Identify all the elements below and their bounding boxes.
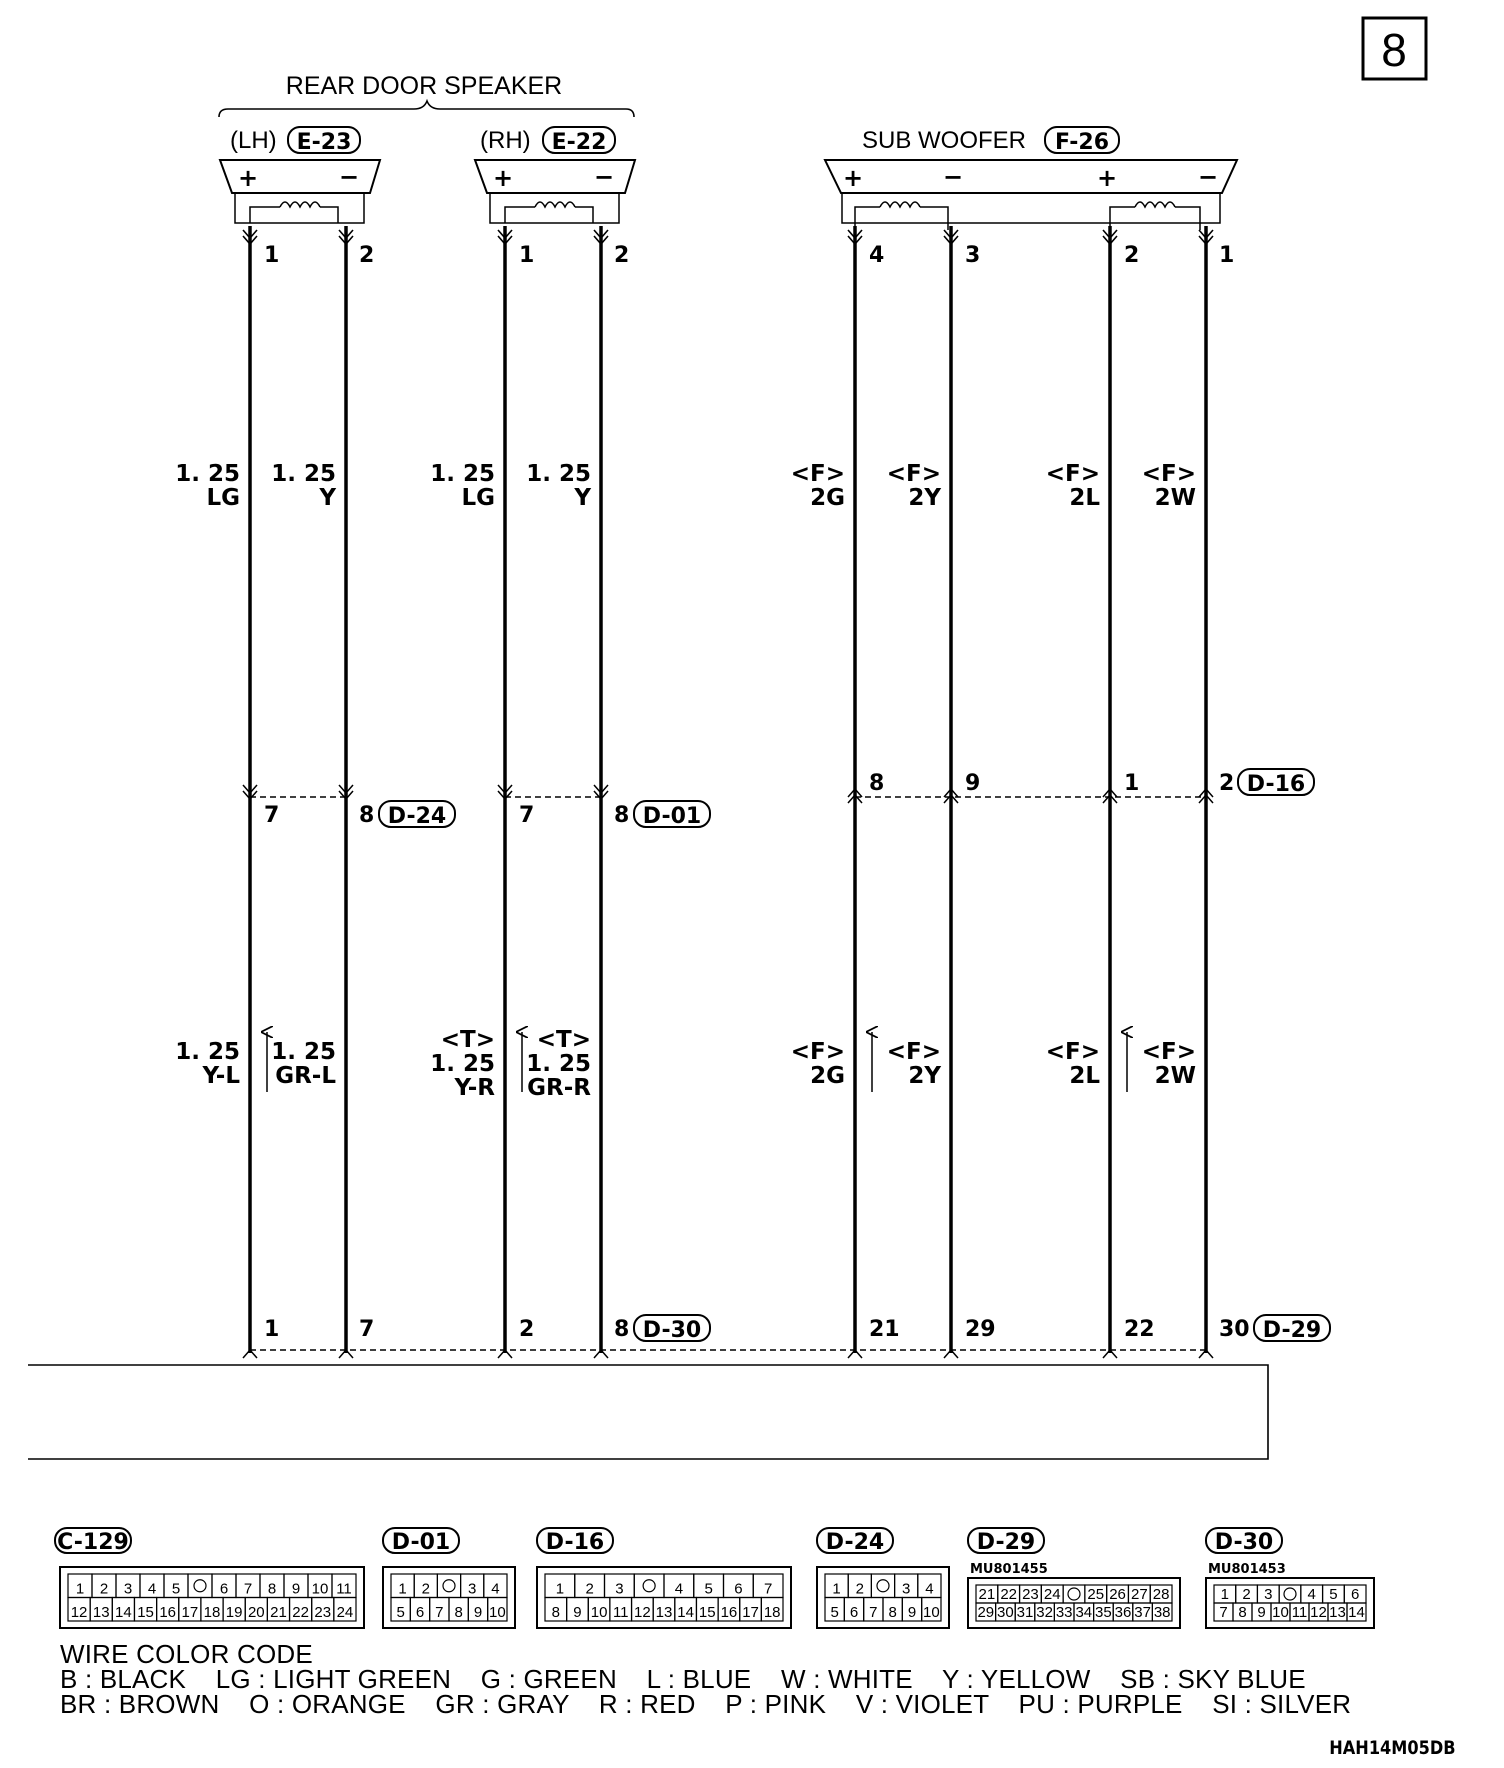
connector-pin-number: 3: [1264, 1586, 1273, 1603]
connector-pin-number: 3: [123, 1580, 133, 1598]
sub-plus-sign-2: +: [1096, 164, 1118, 192]
connector-pin-number: 18: [763, 1604, 781, 1621]
connector-pin-number: 8: [888, 1604, 897, 1621]
connector-pin-number: 29: [977, 1604, 995, 1621]
e23-connector-label: E-23: [296, 130, 352, 155]
d30-pin-8: 8: [614, 1317, 630, 1342]
lh-side-label: (LH): [230, 127, 277, 154]
upper-wire-label-top: 1. 25: [175, 461, 240, 487]
component-outline: [28, 1365, 1268, 1459]
connector-pin-number: 5: [171, 1580, 181, 1598]
connector-pin-number: 4: [1307, 1586, 1316, 1603]
d30-pin-1: 1: [264, 1317, 280, 1342]
lh-pin-minus: 2: [359, 243, 375, 268]
connector-pin-number: 7: [435, 1604, 444, 1621]
connector-pin-number: 2: [855, 1580, 864, 1598]
connector-pin-number: 12: [634, 1604, 651, 1621]
d01-connector-label: D-01: [642, 804, 702, 829]
connector-pin-number: 15: [137, 1604, 154, 1621]
wire-color-code-title: WIRE COLOR CODE: [60, 1639, 313, 1669]
connector-pin-number: 12: [70, 1604, 88, 1621]
connector-cavity: [871, 1574, 894, 1598]
connector-pin-number: 17: [181, 1604, 199, 1621]
rh-speaker-symbol: [475, 160, 635, 223]
connector-pin-number: 23: [1022, 1586, 1039, 1603]
connector-pin-number: 7: [869, 1604, 878, 1621]
d30-pin-2: 2: [519, 1317, 535, 1342]
lower-wire-label: Y-R: [454, 1075, 495, 1101]
lower-wire-label: <T>: [440, 1027, 495, 1053]
wire-group: [250, 226, 1206, 1353]
connector-pin-number: 22: [292, 1604, 309, 1621]
rh-pin-minus: 2: [614, 243, 630, 268]
lh-plus-sign: +: [237, 164, 259, 192]
d29-pin-21: 21: [869, 1317, 900, 1342]
lower-wire-label: 2G: [810, 1063, 845, 1089]
d30-pin-7: 7: [359, 1317, 375, 1342]
connector-pin-number: 13: [92, 1604, 110, 1621]
d29-pin-22: 22: [1124, 1317, 1155, 1342]
upper-wire-label-top: <F>: [790, 461, 845, 487]
connector-pin-number: 2: [99, 1580, 109, 1598]
connector-pin-number: 16: [159, 1604, 177, 1621]
connector-pin-number: 32: [1036, 1604, 1053, 1621]
upper-wire-label-bottom: 2Y: [908, 485, 941, 511]
connector-pin-number: 2: [585, 1580, 594, 1598]
rear-door-speaker-title: REAR DOOR SPEAKER: [285, 72, 563, 100]
connector-pin-number: 19: [225, 1604, 243, 1621]
connector-pin-number: 11: [1291, 1604, 1308, 1621]
sub-pin-1: 1: [1219, 243, 1235, 268]
connector-pin-number: 2: [1242, 1586, 1251, 1603]
connector-pin-number: 15: [698, 1604, 716, 1621]
upper-wire-label-bottom: Y: [574, 485, 591, 511]
connector-pin-number: 36: [1114, 1604, 1132, 1621]
upper-wire-label-bottom: 2L: [1069, 485, 1100, 511]
connector-pin-number: 6: [415, 1604, 425, 1621]
sub-pin-4: 4: [869, 243, 885, 268]
connector-key-mark: [877, 1580, 889, 1592]
connector-pin-number: 5: [830, 1604, 839, 1621]
upper-wire-label-top: <F>: [886, 461, 941, 487]
connector-pin-number: 7: [763, 1580, 773, 1598]
connector-view-label: D-24: [825, 1530, 885, 1555]
lh-speaker-symbol: [220, 160, 380, 223]
connector-pin-number: 3: [615, 1580, 624, 1598]
connector-pin-number: 7: [1219, 1604, 1228, 1621]
connector-pin-number: 8: [454, 1604, 463, 1621]
rh-plus-sign: +: [492, 164, 514, 192]
lower-wire-label: <F>: [790, 1039, 845, 1065]
sub-woofer-title: SUB WOOFER: [862, 127, 1027, 154]
connector-pin-number: 21: [270, 1604, 287, 1621]
connector-pin-number: 6: [734, 1580, 743, 1598]
rh-pin-plus: 1: [519, 243, 535, 268]
connector-view-label: D-30: [1214, 1530, 1274, 1555]
connector-pin-number: 5: [1329, 1586, 1338, 1603]
d29-pin-29: 29: [965, 1317, 996, 1342]
connector-pin-number: 3: [468, 1580, 477, 1598]
e22-connector-label: E-22: [551, 130, 607, 155]
connector-pin-number: 7: [243, 1580, 253, 1598]
d16-connector-label: D-16: [1246, 772, 1306, 797]
lower-wire-label: 1. 25: [430, 1051, 495, 1077]
connector-pin-number: 5: [704, 1580, 713, 1598]
lower-wire-label: GR-R: [527, 1075, 591, 1101]
sub-minus-sign-2: −: [1197, 163, 1219, 191]
wire-color-code-line-1: B : BLACK LG : LIGHT GREEN G : GREEN L : BLUE W : WHITE Y : YELLOW SB : SKY BLUE: [60, 1664, 1306, 1694]
connector-pin-number: 9: [291, 1580, 301, 1598]
lower-wire-label: 1. 25: [526, 1051, 591, 1077]
connector-pin-number: 4: [491, 1580, 500, 1598]
connector-view-label: D-29: [976, 1530, 1036, 1555]
connector-pin-number: 38: [1153, 1604, 1171, 1621]
connector-pin-number: 20: [247, 1604, 265, 1621]
connector-pin-number: 26: [1109, 1586, 1126, 1603]
connector-pin-number: 23: [314, 1604, 332, 1621]
bottom-connector-marks: [243, 1350, 1213, 1358]
connector-pin-number: 30: [997, 1604, 1014, 1621]
lower-wire-label: 1. 25: [271, 1039, 336, 1065]
connector-key-mark: [643, 1580, 655, 1592]
connector-view-d-01: [383, 1528, 515, 1628]
connector-view-d-16: [537, 1528, 791, 1628]
connector-pin-number: 1: [555, 1580, 565, 1598]
connector-pin-number: 22: [1000, 1586, 1018, 1603]
connector-cavity: [437, 1574, 460, 1598]
connector-pin-number: 8: [1238, 1604, 1247, 1621]
sub-minus-sign-1: −: [942, 163, 964, 191]
connector-pin-number: 37: [1134, 1604, 1151, 1621]
connector-pin-number: 9: [907, 1604, 917, 1621]
connector-pin-number: 13: [1329, 1604, 1346, 1621]
d29-connector-label: D-29: [1262, 1318, 1322, 1343]
connector-pin-number: 6: [1350, 1586, 1360, 1603]
connector-pin-number: 14: [1348, 1604, 1365, 1621]
rh-minus-sign: −: [593, 163, 615, 191]
connector-pin-number: 8: [267, 1580, 277, 1598]
connector-pin-number: 28: [1152, 1586, 1170, 1603]
connector-key-mark: [1284, 1588, 1296, 1600]
connector-pin-number: 14: [115, 1604, 132, 1621]
connector-part-number: MU801453: [1208, 1562, 1286, 1577]
connector-pin-number: 10: [311, 1580, 329, 1598]
connector-pin-number: 31: [1016, 1604, 1034, 1621]
connector-pin-number: 33: [1055, 1604, 1073, 1621]
d01-pin-8: 8: [614, 803, 630, 828]
d29-pin-30: 30: [1219, 1317, 1250, 1342]
connector-pin-number: 4: [147, 1580, 157, 1598]
sub-pin-3: 3: [965, 243, 981, 268]
connector-key-mark: [1068, 1588, 1080, 1600]
lower-wire-label: 2W: [1154, 1063, 1196, 1089]
connector-view-d-24: [817, 1528, 949, 1628]
lower-wire-label: 2Y: [908, 1063, 941, 1089]
rear-door-speaker-brace: [219, 101, 634, 117]
upper-wire-label-top: 1. 25: [271, 461, 336, 487]
upper-wire-label-bottom: 2G: [810, 485, 845, 511]
top-terminals: [243, 230, 1213, 244]
page-number: 8: [1381, 24, 1407, 76]
connector-pin-number: 1: [832, 1580, 841, 1598]
connector-cavity: [634, 1574, 664, 1598]
d16-pin-2: 2: [1219, 771, 1235, 796]
connector-pin-number: 3: [902, 1580, 911, 1598]
upper-wire-label-bottom: LG: [206, 485, 240, 511]
d16-pin-1: 1: [1124, 771, 1140, 796]
connector-pin-number: 1: [1220, 1586, 1230, 1603]
upper-wire-label-bottom: 2W: [1154, 485, 1196, 511]
connector-pin-number: 9: [573, 1604, 582, 1621]
connector-view-label: D-16: [545, 1530, 605, 1555]
connector-view-d-29: [968, 1528, 1180, 1628]
d16-pin-9: 9: [965, 771, 981, 796]
connector-pin-number: 6: [219, 1580, 229, 1598]
connector-pin-number: 18: [203, 1604, 221, 1621]
connector-pin-number: 8: [551, 1604, 560, 1621]
connector-pin-number: 16: [720, 1604, 738, 1621]
d30-connector-label: D-30: [642, 1318, 702, 1343]
sub-woofer-symbol: [825, 160, 1237, 230]
connector-pin-number: 9: [1257, 1604, 1266, 1621]
f26-connector-label: F-26: [1054, 130, 1110, 155]
connector-pin-number: 10: [488, 1604, 506, 1621]
connector-pin-number: 9: [473, 1604, 483, 1621]
connector-pin-number: 24: [1043, 1586, 1061, 1603]
diagram-code: HAH14M05DB: [1329, 1737, 1456, 1759]
lower-wire-label: 1. 25: [175, 1039, 240, 1065]
connector-pin-number: 27: [1130, 1586, 1148, 1603]
connector-view-label: D-01: [391, 1530, 451, 1555]
connector-view-c-129: [55, 1528, 364, 1628]
d16-pin-8: 8: [869, 771, 885, 796]
wire-color-code: [60, 1639, 1352, 1719]
connector-pin-number: 13: [655, 1604, 673, 1621]
connector-pin-number: 35: [1095, 1604, 1112, 1621]
connector-pin-number: 12: [1310, 1604, 1327, 1621]
upper-wire-label-top: <F>: [1045, 461, 1100, 487]
connector-key-mark: [443, 1580, 455, 1592]
connector-pin-number: 25: [1087, 1586, 1105, 1603]
d24-pin-8: 8: [359, 803, 375, 828]
connector-view-label: C-129: [57, 1530, 129, 1555]
upper-wire-labels: [175, 461, 1196, 511]
d24-pin-7: 7: [264, 803, 280, 828]
lh-pin-plus: 1: [264, 243, 280, 268]
lower-wire-label: <T>: [536, 1027, 591, 1053]
upper-wire-label-bottom: LG: [461, 485, 495, 511]
connector-pin-number: 1: [398, 1580, 407, 1598]
connector-view-d-30: [1206, 1528, 1374, 1628]
upper-wire-label-top: 1. 25: [430, 461, 495, 487]
connector-pin-number: 21: [978, 1586, 996, 1603]
connector-pin-number: 10: [590, 1604, 608, 1621]
connector-pin-number: 24: [336, 1604, 354, 1621]
lower-wire-label: <F>: [1141, 1039, 1196, 1065]
connector-pin-number: 17: [742, 1604, 759, 1621]
upper-wire-label-top: <F>: [1141, 461, 1196, 487]
connector-pin-number: 11: [612, 1604, 629, 1621]
connector-part-number: MU801455: [970, 1562, 1048, 1577]
connector-pin-number: 34: [1075, 1604, 1093, 1621]
lh-minus-sign: −: [338, 163, 360, 191]
lower-wire-label: 2L: [1069, 1063, 1100, 1089]
connector-pin-number: 11: [336, 1580, 352, 1598]
connector-pin-number: 10: [922, 1604, 940, 1621]
connector-pin-number: 5: [396, 1604, 405, 1621]
connector-cavity: [188, 1574, 212, 1598]
wire-color-code-line-2: BR : BROWN O : ORANGE GR : GRAY R : RED P : PINK V : VIOLET PU : PURPLE SI : SILVER: [60, 1689, 1352, 1719]
upper-wire-label-top: 1. 25: [526, 461, 591, 487]
lower-wire-labels: [175, 1027, 1196, 1101]
connector-pin-number: 1: [75, 1580, 85, 1598]
sub-pin-2: 2: [1124, 243, 1140, 268]
lower-wire-label: <F>: [1045, 1039, 1100, 1065]
connector-views: [55, 1528, 1374, 1628]
d01-pin-7: 7: [519, 803, 535, 828]
connector-pin-number: 4: [674, 1580, 684, 1598]
lower-wire-label: Y-L: [202, 1063, 240, 1089]
sub-plus-sign-1: +: [842, 164, 864, 192]
rh-side-label: (RH): [480, 127, 531, 154]
connector-key-mark: [194, 1580, 206, 1592]
signal-direction-arrows: [267, 1032, 1127, 1092]
connector-pin-number: 2: [421, 1580, 430, 1598]
connector-pin-number: 14: [677, 1604, 694, 1621]
connector-pin-number: 10: [1272, 1604, 1289, 1621]
connector-pin-number: 6: [849, 1604, 859, 1621]
connector-pin-number: 4: [925, 1580, 934, 1598]
upper-wire-label-bottom: Y: [319, 485, 336, 511]
lower-wire-label: GR-L: [275, 1063, 336, 1089]
lower-wire-label: <F>: [886, 1039, 941, 1065]
d24-connector-label: D-24: [387, 804, 447, 829]
